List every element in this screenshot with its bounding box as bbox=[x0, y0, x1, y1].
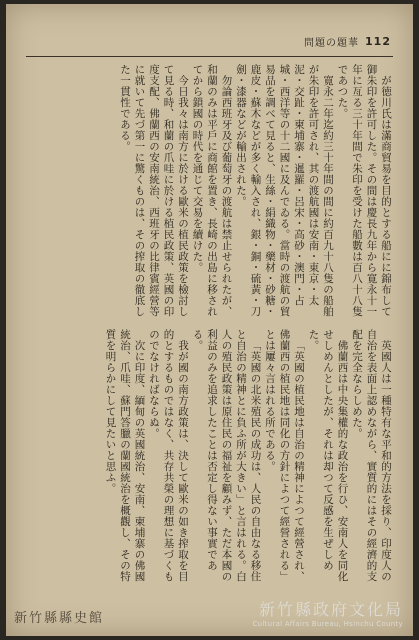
lower-text-block bbox=[28, 329, 393, 584]
upper-paragraph-2: 寛永二年迄約三十年間の間に約百九十八隻の船舶が朱印を許可され、其の渡航國は安南・東京・太泥・交趾・柬埔寨・暹羅・呂宋・高砂・澳門・占城・西洋等の十二國に及んでゐる。當時の渡航の貿易品を調べて見ると、生絲・絹織物・藥材・砂糖・鹿皮・蘇木などが多く輸入され、銀・銅・硫黃・刀劍・漆器などが輸出された。 bbox=[235, 64, 334, 317]
watermark-title: 新竹縣政府文化局 bbox=[258, 600, 403, 619]
upper-paragraph-1: が徳川氏は滿商貿易を目的とする船にに錦布して御朱印を許可した。その間は慶長九年から寛永十一年に亙る三十年間で朱印を受けた船數は百八十八隻であつた。 bbox=[336, 64, 392, 317]
book-page bbox=[6, 4, 413, 636]
lower-paragraph-4: 「英國の北米殖民の成功は、人民の自由なる移住と自治の精神とに負ふ所が大きい」と言はれる。白人の殖民政策は原住民の福祉を顧みず、ただ本國の利益のみを追求したことは否定し得ない事實である。 bbox=[191, 329, 262, 582]
lower-paragraph-6: 次に印度、緬甸の英國統治、安南、柬埔寨の佛國統治、爪哇、蘇門答臘の蘭國統治を概觀し、その特質を明らかにして見たいと思ふ。 bbox=[104, 329, 146, 582]
watermark-subtitle: Cultural Affairs Bureau, Hsinchu County bbox=[252, 620, 403, 628]
upper-paragraph-3: 勿論西班牙及び葡萄牙の渡航は禁止せられたが、和蘭のみは平戶に商館を置き、長崎の出島に移されてから鎖國の時代を通じて交易を續けた。 bbox=[191, 64, 233, 317]
watermark bbox=[252, 597, 403, 628]
library-stamp: 新竹縣縣史館 bbox=[14, 611, 105, 626]
page-number: 112 bbox=[365, 35, 391, 48]
lower-paragraph-5: 我が國の南方政策は、決して歐米の如き搾取を目的とするものではなく、共存共榮の理想に基づくものでなければならぬ。 bbox=[148, 329, 189, 582]
running-head bbox=[304, 34, 391, 49]
upper-text-block bbox=[28, 64, 393, 317]
lower-paragraph-2: 佛蘭西は中央集權的な政治を行ひ、安南人を同化せしめんとしたが、それは却つて反感を生ぜしめた。 bbox=[307, 329, 349, 582]
upper-paragraph-4: 今日我々は南方に於ける歐米の植民政策を檢討して見る時、和蘭の爪哇に於ける植民政策、英國の印度支配、佛蘭西の安南統治、西班牙の比律賓經營等に就いて先づ第一に驚くものは、その搾取の徹底した一貫性である。 bbox=[119, 64, 189, 317]
running-head-title: 問題の題華 bbox=[304, 38, 360, 49]
lower-paragraph-3: 「英國の植民地は自治の精神によつて經營され、佛蘭西の植民地は同化の方針によつて經營される」とは屢々言はれる所である。 bbox=[264, 329, 305, 582]
lower-paragraph-1: 英國人は一種特有な平和的方法を採り、印度人の自治を表面上認めながら、實質的にはその經濟的支配を完全ならしめた。 bbox=[351, 329, 392, 582]
header-rule bbox=[26, 56, 393, 57]
